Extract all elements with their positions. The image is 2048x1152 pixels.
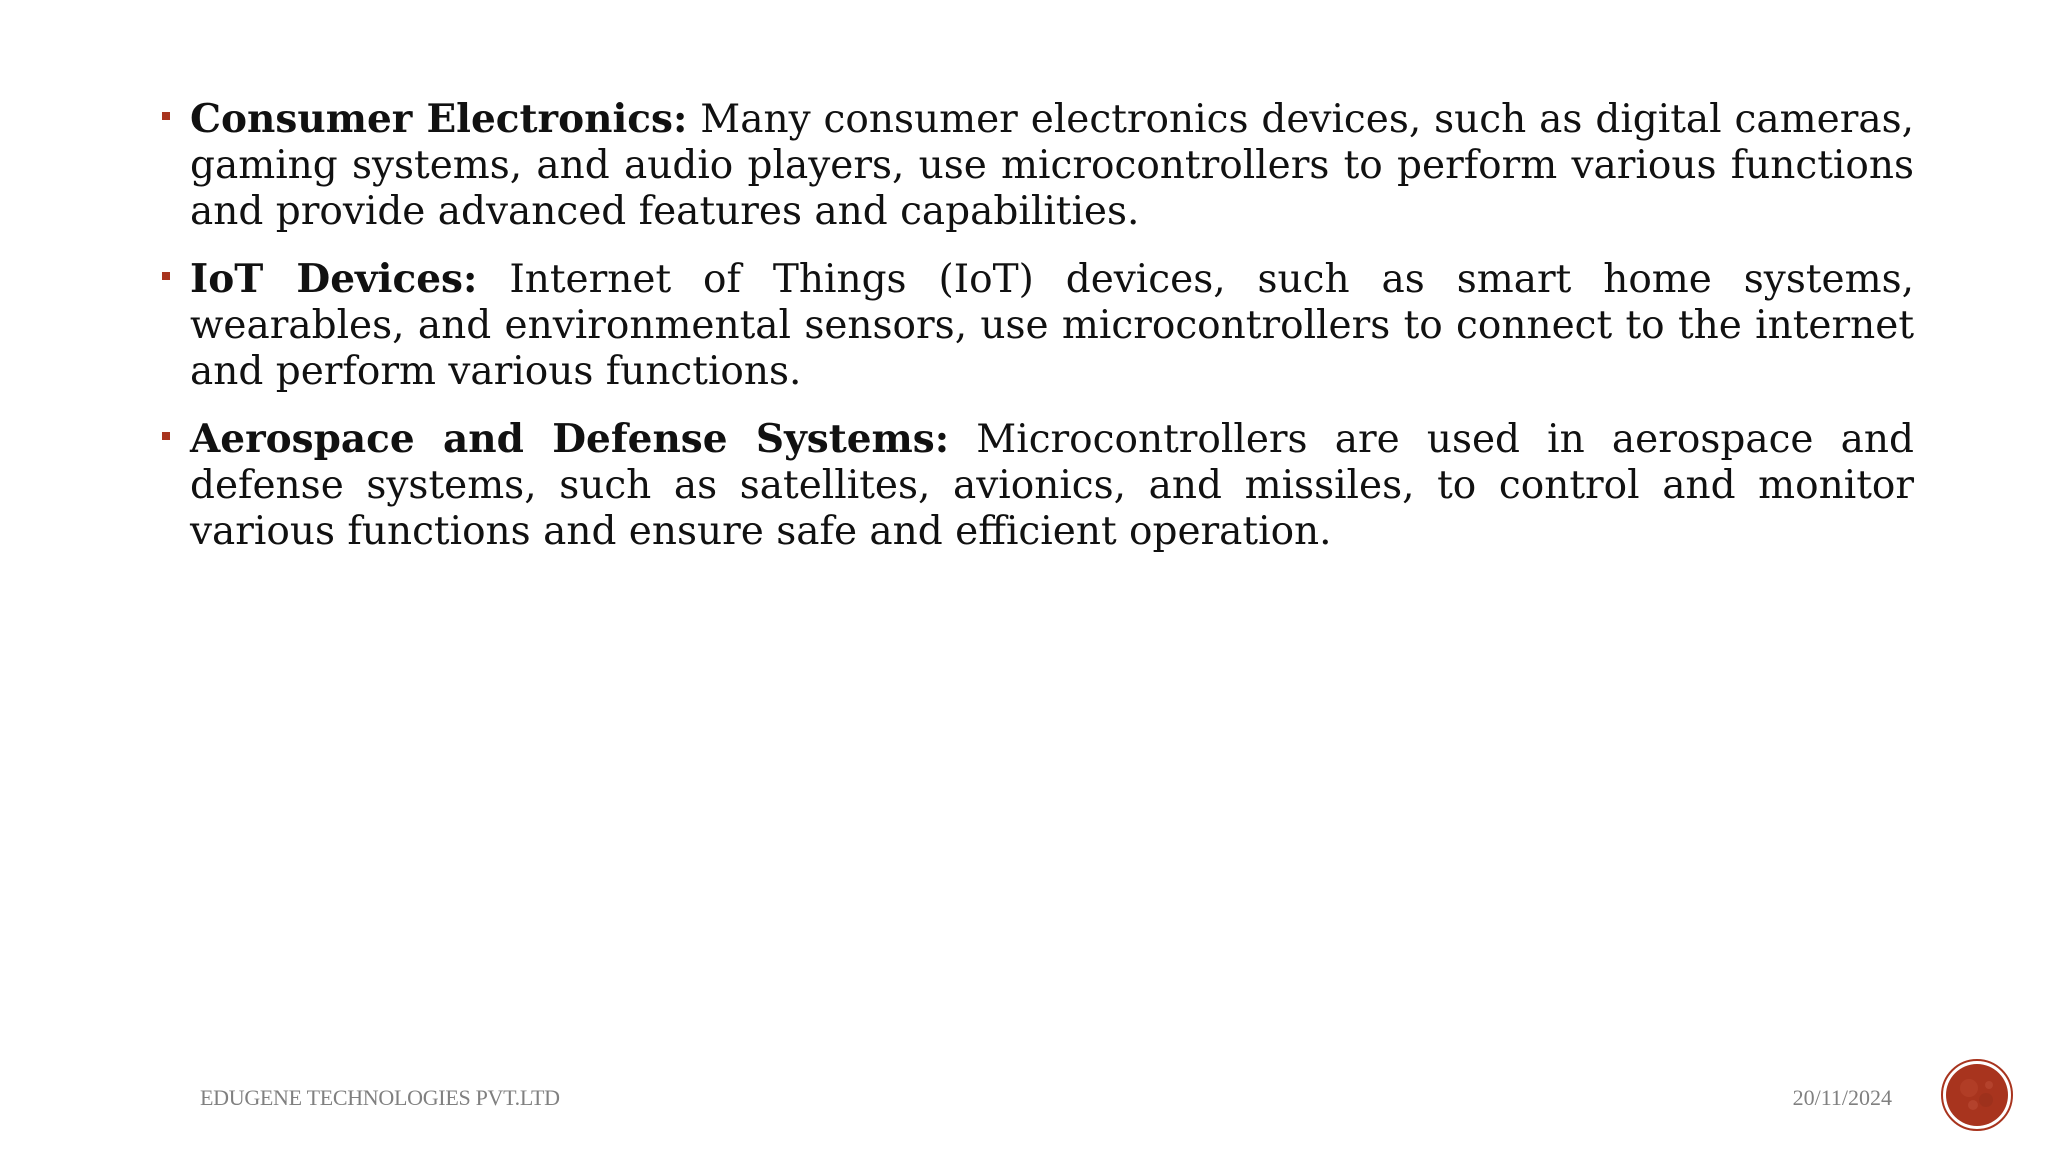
bullet-term: Aerospace and Defense Systems: [190, 416, 950, 462]
bullet-text: Many consumer electronics devices, such as digital cameras, gaming systems, and audio players, use microcontrollers to perform various functions and provide advanced features and capabilities. [190, 97, 1914, 234]
square-bullet-icon [162, 272, 170, 280]
square-bullet-icon [162, 112, 170, 120]
bullet-term: IoT Devices: [190, 256, 478, 302]
bullet-text: Internet of Things (IoT) devices, such as smart home systems, wearables, and environmental sensors, use microcontrollers to connect to the internet and perform various functions. [190, 257, 1914, 394]
bullet-term: Consumer Electronics: [190, 96, 688, 142]
page-number-badge-icon [1940, 1058, 2014, 1132]
bullet-list [158, 96, 1914, 576]
bullet-item-iot-devices [158, 256, 1914, 395]
bullet-item-consumer-electronics [158, 96, 1914, 235]
footer-date: 20/11/2024 [1792, 1085, 1892, 1110]
bullet-text: Microcontrollers are used in aerospace and defense systems, such as satellites, avionics, and missiles, to control and monitor various functions and ensure safe and efficient operation. [190, 417, 1914, 554]
footer-company: EDUGENE TECHNOLOGIES PVT.LTD [200, 1085, 560, 1110]
bullet-item-aerospace-defense [158, 416, 1914, 555]
square-bullet-icon [162, 432, 170, 440]
